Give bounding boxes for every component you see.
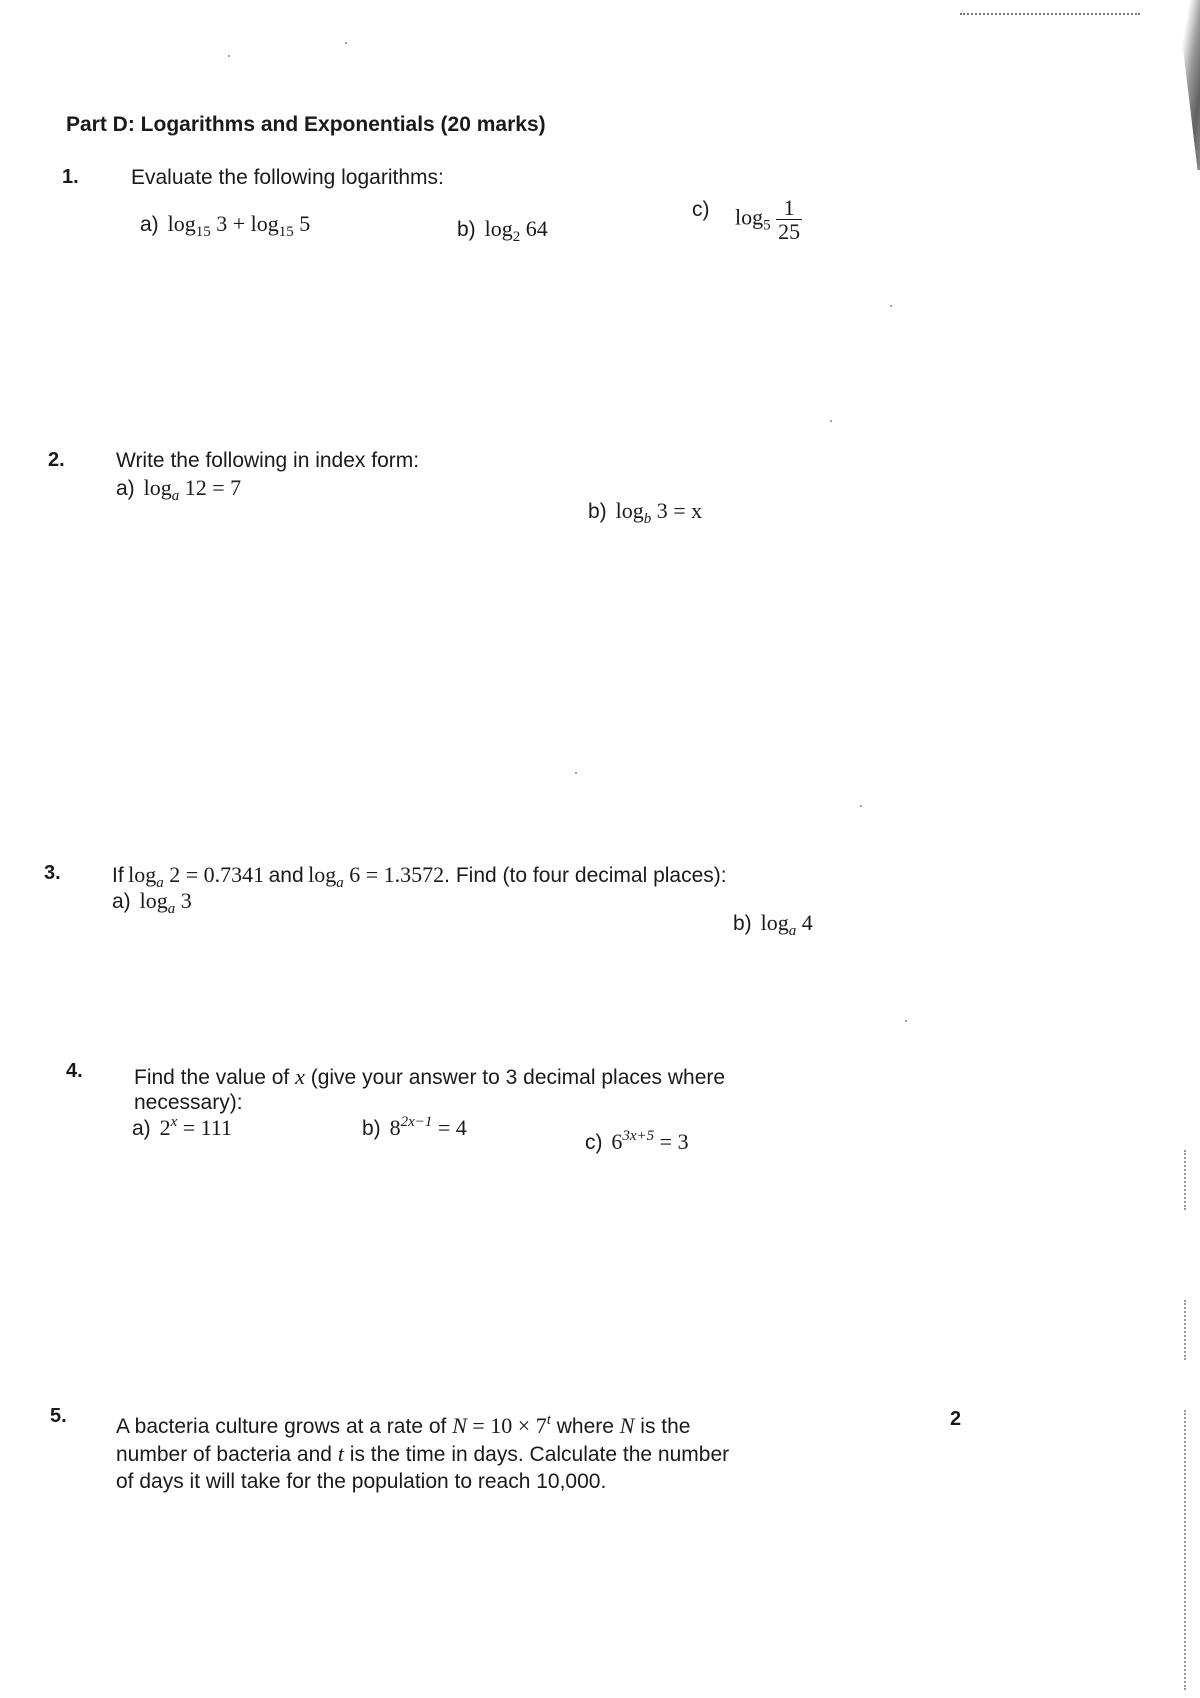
q2-a-label: a) — [116, 477, 135, 500]
scan-edge-top — [960, 13, 1140, 15]
q1-number: 1. — [62, 166, 79, 188]
q1-c-label: c) — [692, 198, 710, 221]
q3-part-b — [733, 910, 813, 940]
q4-prompt: Find the value of x (give your answer to 3 decimal places where necessary): — [134, 1064, 726, 1114]
q5-marks: 2 — [950, 1408, 962, 1430]
q1-a-label: a) — [140, 213, 159, 236]
scan-shadow-corner — [1140, 0, 1200, 170]
speck — [228, 55, 230, 57]
q3-b-label: b) — [733, 912, 752, 935]
q3-a-label: a) — [112, 890, 131, 913]
q2-a-expression: $\log_a 12 = 7$ — [143, 475, 242, 504]
q1-c-fraction: $\frac{1}{25}$ — [778, 195, 801, 245]
q1-b-expression: $\log_2 64$ — [484, 216, 548, 245]
q2-part-a — [116, 475, 241, 505]
q5-number: 5. — [50, 1405, 67, 1427]
q1-part-a — [140, 211, 310, 241]
scan-edge-right-2 — [1184, 1300, 1186, 1360]
scan-edge-right-3 — [1184, 1410, 1186, 1690]
speck — [830, 420, 832, 422]
q5-line-2: number of bacteria and t is the time in days. Calculate the number — [116, 1441, 730, 1466]
q4-b-expression: $8^{2x-1} = 4$ — [389, 1114, 467, 1140]
q1-a-expression: $\log_{15} 3 + \log_{15} 5$ — [167, 211, 311, 240]
q2-b-label: b) — [588, 500, 607, 523]
q5-prompt — [116, 1407, 729, 1495]
section-title: Part D: Logarithms and Exponentials (20 marks) — [66, 113, 546, 136]
q2-part-b — [588, 498, 702, 528]
q4-part-b — [362, 1114, 467, 1141]
q5-line-1: A bacteria culture grows at a rate of $N = 10 \times 7^t$ where N is the — [116, 1412, 691, 1438]
q4-number: 4. — [66, 1060, 83, 1082]
q1-part-b — [457, 216, 548, 246]
q4-c-label: c) — [585, 1131, 603, 1154]
speck — [345, 42, 347, 44]
q4-part-c — [585, 1128, 689, 1155]
q2-prompt: Write the following in index form: — [116, 449, 420, 472]
speck — [890, 305, 892, 307]
q1-prompt: Evaluate the following logarithms: — [131, 166, 444, 189]
q2-b-expression: $\log_b 3 = x$ — [615, 498, 703, 527]
q4-a-label: a) — [132, 1117, 151, 1140]
speck — [905, 1020, 907, 1022]
q4-b-label: b) — [362, 1117, 381, 1140]
q3-prompt: If $\log_a 2 = 0.7341$ and $\log_a 6 = 1.3572$. Find (to four decimal places): — [112, 862, 727, 891]
q4-c-expression: $6^{3x+5} = 3$ — [611, 1128, 689, 1154]
scan-edge-right-1 — [1184, 1150, 1186, 1210]
q3-a-expression: $\log_a 3$ — [139, 888, 192, 917]
q4-part-a — [132, 1114, 232, 1141]
q3-number: 3. — [44, 862, 61, 884]
q3-b-expression: $\log_a 4$ — [760, 910, 813, 939]
speck — [575, 772, 577, 774]
q1-b-label: b) — [457, 218, 476, 241]
q4-a-expression: 2$^x$ = 111 — [159, 1114, 233, 1140]
q5-line-3: of days it will take for the population to reach 10,000. — [116, 1470, 607, 1493]
q3-part-a — [112, 888, 192, 918]
speck — [860, 805, 862, 807]
q1-c-expression: $\log_5$ $\frac{1}{25}$ — [735, 195, 801, 245]
q2-number: 2. — [48, 449, 65, 471]
